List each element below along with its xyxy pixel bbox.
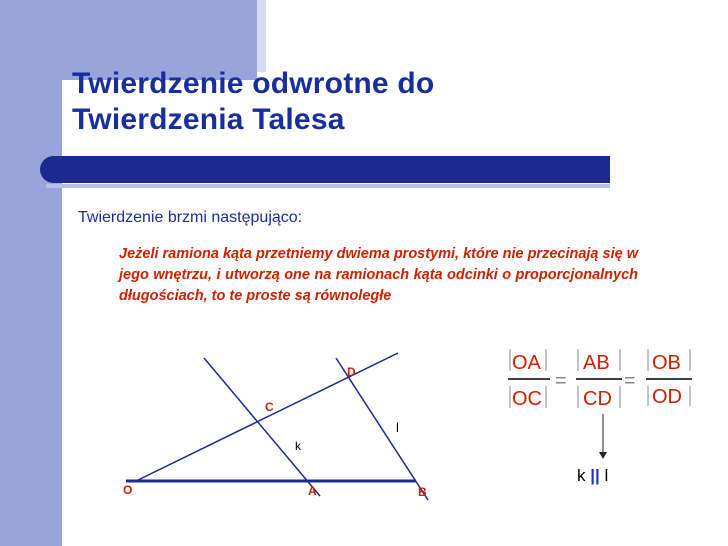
line-l — [336, 358, 428, 500]
result-line-k: k — [577, 466, 586, 485]
title-line-2: Twierdzenia Talesa — [72, 103, 345, 136]
result-line-l: l — [604, 466, 609, 485]
denominator-oc: OC — [512, 388, 542, 410]
point-b-label: B — [418, 485, 427, 499]
slide-title — [72, 66, 632, 138]
title-underline-bar — [40, 156, 610, 183]
numerator-oa: OA — [512, 352, 541, 374]
numerator-ab: AB — [583, 352, 610, 374]
title-underline-shadow — [46, 184, 610, 188]
parallel-result — [577, 466, 608, 486]
header-decoration-shadow — [257, 0, 266, 72]
point-c-label: C — [265, 400, 274, 414]
point-d-label: D — [347, 365, 356, 379]
title-line-1: Twierdzenie odwrotne do — [72, 67, 435, 100]
line-k — [204, 358, 320, 496]
point-o-label: O — [123, 483, 133, 497]
line-l-label: l — [396, 420, 399, 435]
arm-upper — [136, 353, 398, 481]
theorem-statement: Jeżeli ramiona kąta przetniemy dwiema prostymi, które nie przecinają się w jego wnętrzu, i utworzą one na ramionach kąta odcinki o proporcjonalnych długościach, to te proste są równoległe — [119, 246, 638, 304]
numerator-ob: OB — [652, 352, 681, 374]
equals-sign-1: = — [555, 370, 567, 392]
thales-diagram — [108, 350, 448, 512]
side-decoration-bar — [0, 0, 62, 546]
point-a-label: A — [308, 484, 317, 498]
parallel-symbol: || — [590, 466, 600, 485]
intro-text: Twierdzenie brzmi następująco: — [78, 209, 303, 226]
line-k-label: k — [295, 439, 301, 453]
denominator-cd: CD — [583, 388, 612, 410]
implication-arrowhead — [599, 452, 607, 459]
denominator-od: OD — [652, 386, 682, 408]
equals-sign-2: = — [624, 370, 636, 392]
